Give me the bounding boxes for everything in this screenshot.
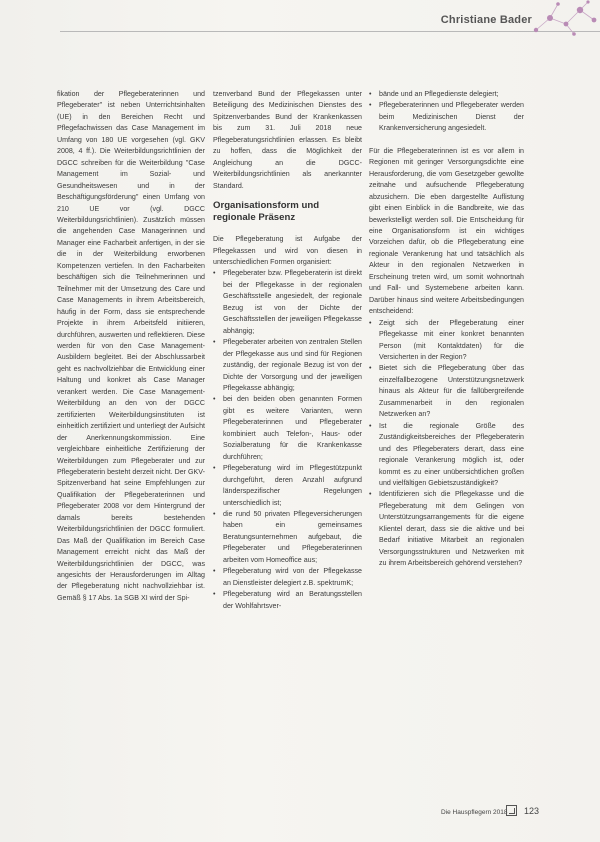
- column-3: [369, 89, 524, 570]
- continued-list: [369, 89, 524, 135]
- list-item: • Zeigt sich der Pflegeberatung einer Pflegekasse mit einer konkret benannten Person (mit Kontaktdaten) für die Versicherten in der Region?: [369, 318, 524, 364]
- questions-list: [369, 318, 524, 570]
- header-rule: [60, 31, 600, 32]
- list-item: • bei den beiden oben genannten Formen gibt es weitere Varianten, wenn Pflegeberaterinnen und Pflegeberater kombiniert auch Telefon-, Haus- oder Sozialberatung für die Krankenkasse durchführen;: [213, 394, 362, 463]
- list-item: • die rund 50 privaten Pflegeversicherungen haben ein gemeinsames Beratungsunternehmen aufgebaut, die Pflegeberater und Pflegeberaterinnen arbeiten vom Homeoffice aus;: [213, 509, 362, 566]
- journal-logo-icon: [506, 805, 517, 816]
- list-item: • Pflegeberater arbeiten von zentralen Stellen der Pflegekasse aus und sind für Regionen zuständig, der regionale Bezug ist von der Dichte der Vorsorgung und der jeweiligen Pflegekasse abhängig;: [213, 337, 362, 394]
- list-item: • bände und an Pflegedienste delegiert;: [369, 89, 524, 100]
- section-heading: Organisationsform und regionale Präsenz: [213, 200, 320, 224]
- column-3-paragraph: Für die Pflegeberaterinnen ist es vor allem in Regionen mit geringer Versorgungsdichte eine Herausforderung, die vom Gesetzgeber gewollte zeitnahe und aufsuchende Pflegeberatung abzusichern. Die eben dargestellte Auflistung gibt einen Einblick in die Bandbreite, wie das bewerkstelligt werden soll. Die Entscheidung für eine Organisationsform ist ein wichtiges Vorzeichen dafür, ob die Pflegeberatung eine regionale Verankerung hat und tatsächlich als Akteur in den regionalen Netzwerken in Erscheinung treten wird, um somit wohnortnah und Fall- und Systemebene arbeiten kann. Darüber hinaus sind weitere Arbeitsbedingungen entscheidend:: [369, 146, 524, 316]
- list-item: • Pflegeberater bzw. Pflegeberaterin ist direkt bei der Pflegekasse in der regionalen Geschäftsstelle angesiedelt, der regionale Bezug ist von der Dichte der Geschäftsstellen der jeweiligen Pflegekasse abhängig;: [213, 268, 362, 337]
- column-2-intro: tzenverband Bund der Pflegekassen unter Beteiligung des Medizinischen Dienstes des Spitzenverbandes Bund der Krankenkassen bis zum 31. Juli 2018 neue Pflegeberatungsrichtlinien erlassen. Es bleibt zu hoffen, dass die Möglichkeit der Angleichung an die DGCC-Weiterbildungsrichtlinien als anerkannter Standard.: [213, 90, 362, 190]
- list-item: • Pflegeberatung wird von der Pflegekasse an Dienstleister delegiert z.B. spektrumK;: [213, 566, 362, 589]
- page-number: 123: [524, 806, 540, 816]
- list-item: • Identifizieren sich die Pflegekasse und die Pflegeberatung mit dem Gelingen von Unterstützungsarrangements für die eigene Klientel derart, dass sie die aktive und bei Bedarf initiative Mitarbeit an regionalen Versorgungsstrukturen und Netzwerken mit zu ihrem Arbeitsbereich gehörend verstehen?: [369, 489, 524, 569]
- organisation-forms-list: [213, 268, 362, 612]
- column-1: [57, 89, 205, 604]
- column-2: [213, 89, 362, 612]
- column-1-paragraph: fikation der Pflegeberaterinnen und Pflegeberater" ist neben Unterrichtsinhalten (UE) in den Bereichen Recht und Pflegefachwissen das Case Management im Umfang von 180 UE vorgesehen (vgl. GKV 2008, 4 ff.). Die Weiterbildungsrichtlinien der DGCC schreiben für die Weiterbildung "Case Management im Sozial- und Gesundheitswesen und in der Beschäftigungsförderung" einen Umfang von 210 UE vor (vgl. DGCC Weiterbildungsrichtlinien). Zusätzlich müssen die angehenden Case Managerinnen und Manager eine Facharbeit anfertigen, in der sie die in der Weiterbildung erworbenen Kompetenzen vertiefen. In den Facharbeiten beschäftigen sich die Teilnehmerinnen und Teilnehmer mit der Umsetzung des Care und Case Managements in ihrem Arbeitsbereich, häufig in der Form, dass sie entsprechende Projekte in ihrem Arbeitsfeld initiieren, durchführen, auswerten und reflektieren. Diese werden für von den Case Management-Ausbildern begleitet. Bei der Abschlussarbeit geht es nachvollziehbar die Entwicklung einer Haltung und konkret als Case Manager verankert werden. Die Case Management-Weiterbildung an den von der DGCC zertifizierten Weiterbildungsinstituten ist einheitlich zertifiziert und unterliegt der Aufsicht der Anerkennungskommission. Eine vergleichbare einheitliche Zertifizierung der Weiterbildungen zum Pflegeberater und zur Pflegeberaterin besteht derzeit nicht. Der GKV-Spitzenverband hat seine Empfehlungen zur Qualifikation der Pflegeberaterinnen und Pflegeberater 2008 vor dem Hintergrund der damals bereits bestehenden Weiterbildungsrichtlinien der DGCC formuliert. Das Maß der Qualifikation im Bereich Case Management erreicht nicht das Maß der Weiterbildungsrichtlinien der DGCC, was angesichts der Herausforderungen im Alltag der Pflegeberatung nicht nachvollziehbar ist. Gemäß § 17 Abs. 1a SGB XI wird der Spi-: [57, 90, 205, 602]
- list-item: • Bietet sich die Pflegeberatung über das einzelfallbezogene Unterstützungsnetzwerk hinaus als Akteur für die fallübergreifende Zusammenarbeit in den regionalen Netzwerken an?: [369, 363, 524, 420]
- list-item: • Pflegeberaterinnen und Pflegeberater werden beim Medizinischen Dienst der Krankenversicherung angesiedelt.: [369, 100, 524, 134]
- list-item: • Pflegeberatung wird an Beratungsstellen der Wohlfahrtsver-: [213, 589, 362, 612]
- column-2-lead: Die Pflegeberatung ist Aufgabe der Pflegekassen und wird von diesen in unterschiedlichen Formen organisiert:: [213, 235, 362, 266]
- journal-title: Die Hauspflegern 2018: [441, 809, 508, 816]
- molecule-decoration-icon: [528, 0, 600, 38]
- page-header: [0, 0, 600, 40]
- header-author: Christiane Bader: [440, 14, 532, 26]
- list-item: • Ist die regionale Größe des Zuständigkeitsbereiches der Pflegeberaterin und des Pflegeberaters derart, dass eine regionale Verankerung möglich ist, oder kommt es zu einer unübersichtlichen großen und vielfältigen Gebietszuständigkeit?: [369, 421, 524, 490]
- list-item: • Pflegeberatung wird im Pflegestützpunkt durchgeführt, deren Anzahl aufgrund länderspezifischer Regelungen unterschiedlich ist;: [213, 463, 362, 509]
